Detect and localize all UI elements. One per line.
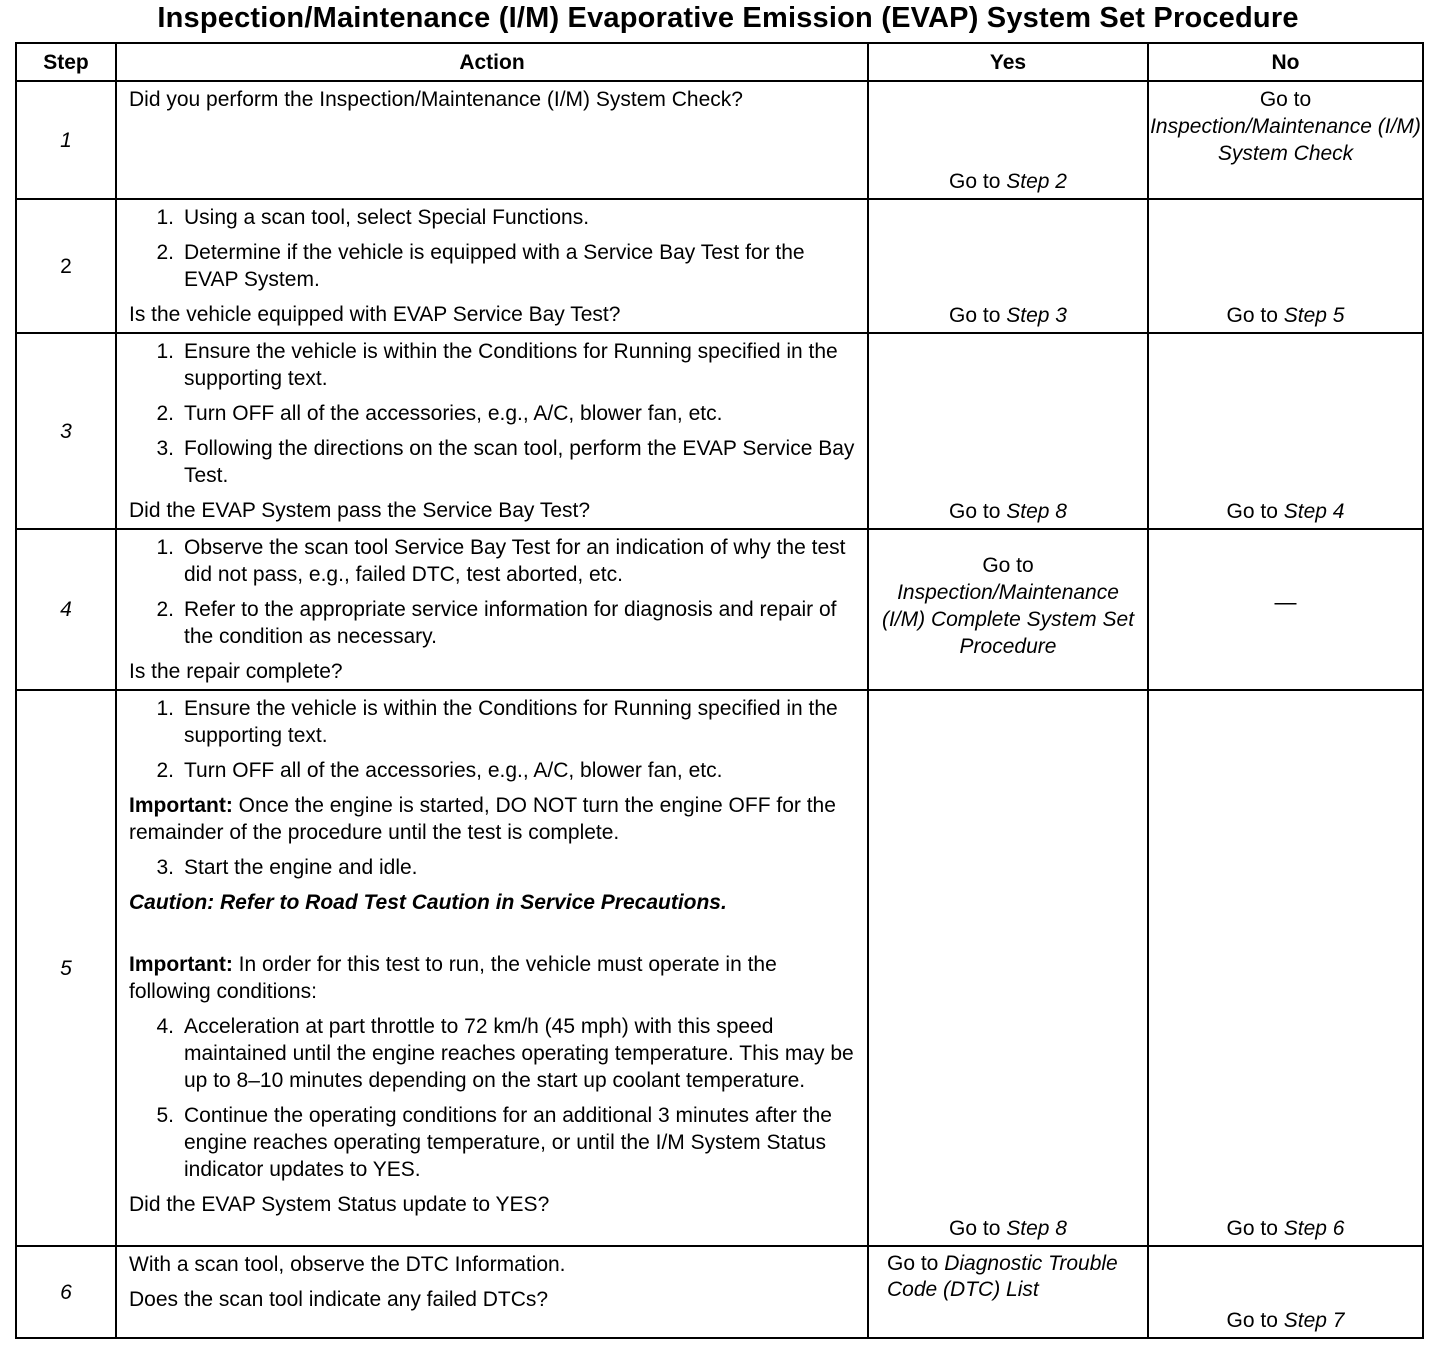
caution-note: Caution: Refer to Road Test Caution in Service Precautions.	[129, 891, 727, 914]
yes-ref: Step 2	[1006, 170, 1067, 193]
yes-cell	[868, 1246, 1148, 1338]
action-item	[129, 695, 859, 749]
action-item	[129, 757, 859, 784]
table-row	[16, 199, 1423, 333]
action-item	[129, 239, 859, 293]
step-question: Is the vehicle equipped with EVAP Service Bay Test?	[129, 303, 621, 326]
no-cell	[1148, 1246, 1423, 1338]
no-prefix: Go to	[1226, 1217, 1284, 1240]
yes-link[interactable]	[887, 1251, 1129, 1303]
no-ref: Step 5	[1283, 304, 1345, 327]
no-ref: Step 6	[1283, 1217, 1345, 1240]
action-list	[129, 695, 859, 784]
action-item-number: 1.	[156, 340, 174, 363]
procedure-table	[15, 42, 1424, 1339]
action-list	[129, 1013, 859, 1183]
yes-ref: Diagnostic Trouble Code (DTC) List	[887, 1252, 1118, 1301]
yes-cell	[868, 81, 1148, 199]
action-cell	[116, 1246, 868, 1338]
page-title: Inspection/Maintenance (I/M) Evaporative Emission (EVAP) System Set Procedure	[157, 2, 1299, 34]
yes-ref: Step 3	[1006, 304, 1067, 327]
no-ref: Step 4	[1283, 500, 1345, 523]
action-item	[129, 596, 859, 650]
no-link[interactable]	[1149, 1307, 1422, 1334]
no-ref: Inspection/Maintenance (I/M) System Check	[1150, 115, 1421, 165]
action-item-text: Following the directions on the scan tool, perform the EVAP Service Bay Test.	[184, 437, 855, 487]
yes-cell	[868, 199, 1148, 333]
no-cell	[1148, 199, 1423, 333]
yes-prefix: Go to	[949, 304, 1007, 327]
header-step: Step	[16, 43, 116, 81]
step-instruction: With a scan tool, observe the DTC Information.	[129, 1253, 566, 1276]
action-item-number: 5.	[156, 1104, 174, 1127]
step-number: 4	[16, 529, 116, 690]
step-number: 6	[16, 1246, 116, 1338]
important-label: Important:	[129, 794, 233, 817]
yes-cell	[868, 690, 1148, 1246]
no-prefix: Go to	[1226, 500, 1284, 523]
action-item-text: Determine if the vehicle is equipped with a Service Bay Test for the EVAP System.	[184, 241, 805, 291]
no-dash: —	[1274, 589, 1297, 614]
important-text: In order for this test to run, the vehicle must operate in the following conditions:	[129, 953, 777, 1003]
step-number: 1	[16, 81, 116, 199]
step-number: 2	[16, 199, 116, 333]
action-item-number: 2.	[156, 402, 174, 425]
action-item	[129, 1102, 859, 1183]
step-question: Did the EVAP System Status update to YES?	[129, 1193, 550, 1216]
no-prefix: Go to	[1259, 88, 1312, 111]
no-cell	[1148, 81, 1423, 199]
action-item-text: Turn OFF all of the accessories, e.g., A/C, blower fan, etc.	[184, 759, 723, 782]
header-row	[16, 43, 1423, 81]
action-cell	[116, 333, 868, 529]
action-cell	[116, 529, 868, 690]
action-item	[129, 854, 859, 881]
step-number: 5	[16, 690, 116, 1246]
step-question: Does the scan tool indicate any failed DTCs?	[129, 1288, 549, 1311]
action-item-number: 1.	[156, 536, 174, 559]
no-cell	[1148, 333, 1423, 529]
action-item	[129, 534, 859, 588]
important-label: Important:	[129, 953, 233, 976]
yes-link[interactable]	[869, 552, 1147, 660]
yes-link[interactable]	[869, 498, 1147, 525]
action-item-number: 2.	[156, 759, 174, 782]
header-no: No	[1148, 43, 1423, 81]
action-list	[129, 338, 859, 489]
important-text: Once the engine is started, DO NOT turn the engine OFF for the remainder of the procedure until the test is complete.	[129, 794, 836, 844]
yes-cell	[868, 529, 1148, 690]
action-item-text: Using a scan tool, select Special Functions.	[184, 206, 590, 229]
yes-ref: Step 8	[1006, 500, 1067, 523]
action-item	[129, 1013, 859, 1094]
table-row	[16, 690, 1423, 1246]
action-item-number: 4.	[156, 1015, 174, 1038]
action-item	[129, 435, 859, 489]
important-note	[129, 951, 859, 1005]
action-item-number: 2.	[156, 241, 174, 264]
table-row	[16, 1246, 1423, 1338]
no-link[interactable]	[1149, 1215, 1422, 1242]
yes-prefix: Go to	[887, 1252, 945, 1275]
action-cell	[116, 199, 868, 333]
no-prefix: Go to	[1226, 304, 1284, 327]
no-link[interactable]	[1149, 302, 1422, 329]
action-item-number: 3.	[156, 437, 174, 460]
action-list	[129, 854, 859, 881]
action-item-number: 2.	[156, 598, 174, 621]
action-item-text: Acceleration at part throttle to 72 km/h (45 mph) with this speed maintained until the engine reaches operating temperature. This may be up to 8–10 minutes depending on the start up coolant temperature.	[184, 1015, 854, 1092]
header-action: Action	[116, 43, 868, 81]
header-yes: Yes	[868, 43, 1148, 81]
no-cell	[1148, 690, 1423, 1246]
action-item-text: Ensure the vehicle is within the Conditions for Running specified in the supporting text.	[184, 697, 838, 747]
action-item-number: 1.	[156, 206, 174, 229]
yes-link[interactable]	[869, 302, 1147, 329]
action-list	[129, 534, 859, 650]
table-row	[16, 333, 1423, 529]
action-item	[129, 338, 859, 392]
table-row	[16, 529, 1423, 690]
no-link[interactable]	[1149, 498, 1422, 525]
action-item-text: Ensure the vehicle is within the Conditions for Running specified in the supporting text.	[184, 340, 838, 390]
action-item-text: Refer to the appropriate service information for diagnosis and repair of the condition as necessary.	[184, 598, 837, 648]
action-cell	[116, 690, 868, 1246]
action-item-text: Observe the scan tool Service Bay Test for an indication of why the test did not pass, e.g., failed DTC, test aborted, etc.	[184, 536, 846, 586]
action-item-number: 1.	[156, 697, 174, 720]
yes-cell	[868, 333, 1148, 529]
step-question: Did the EVAP System pass the Service Bay Test?	[129, 499, 591, 522]
action-item-number: 3.	[156, 856, 174, 879]
yes-ref: Inspection/Maintenance (I/M) Complete System Set Procedure	[881, 581, 1135, 658]
table-row	[16, 81, 1423, 199]
action-item	[129, 204, 859, 231]
yes-link[interactable]	[869, 1215, 1147, 1242]
yes-prefix: Go to	[949, 1217, 1007, 1240]
step-question: Did you perform the Inspection/Maintenance (I/M) System Check?	[129, 88, 743, 111]
action-item-text: Turn OFF all of the accessories, e.g., A/C, blower fan, etc.	[184, 402, 723, 425]
step-number: 3	[16, 333, 116, 529]
action-list	[129, 204, 859, 293]
yes-prefix: Go to	[982, 554, 1034, 577]
no-link[interactable]	[1149, 86, 1422, 167]
yes-ref: Step 8	[1006, 1217, 1067, 1240]
action-item-text: Continue the operating conditions for an additional 3 minutes after the engine reaches operating temperature, or until the I/M System Status indicator updates to YES.	[184, 1104, 832, 1181]
important-note	[129, 792, 859, 846]
no-prefix: Go to	[1226, 1309, 1284, 1332]
no-ref: Step 7	[1283, 1309, 1345, 1332]
step-question: Is the repair complete?	[129, 660, 343, 683]
yes-prefix: Go to	[949, 500, 1007, 523]
yes-prefix: Go to	[949, 170, 1007, 193]
no-cell	[1148, 529, 1423, 690]
yes-link[interactable]	[869, 168, 1147, 195]
action-item	[129, 400, 859, 427]
spacer	[129, 924, 859, 951]
action-cell	[116, 81, 868, 199]
action-item-text: Start the engine and idle.	[184, 856, 418, 879]
